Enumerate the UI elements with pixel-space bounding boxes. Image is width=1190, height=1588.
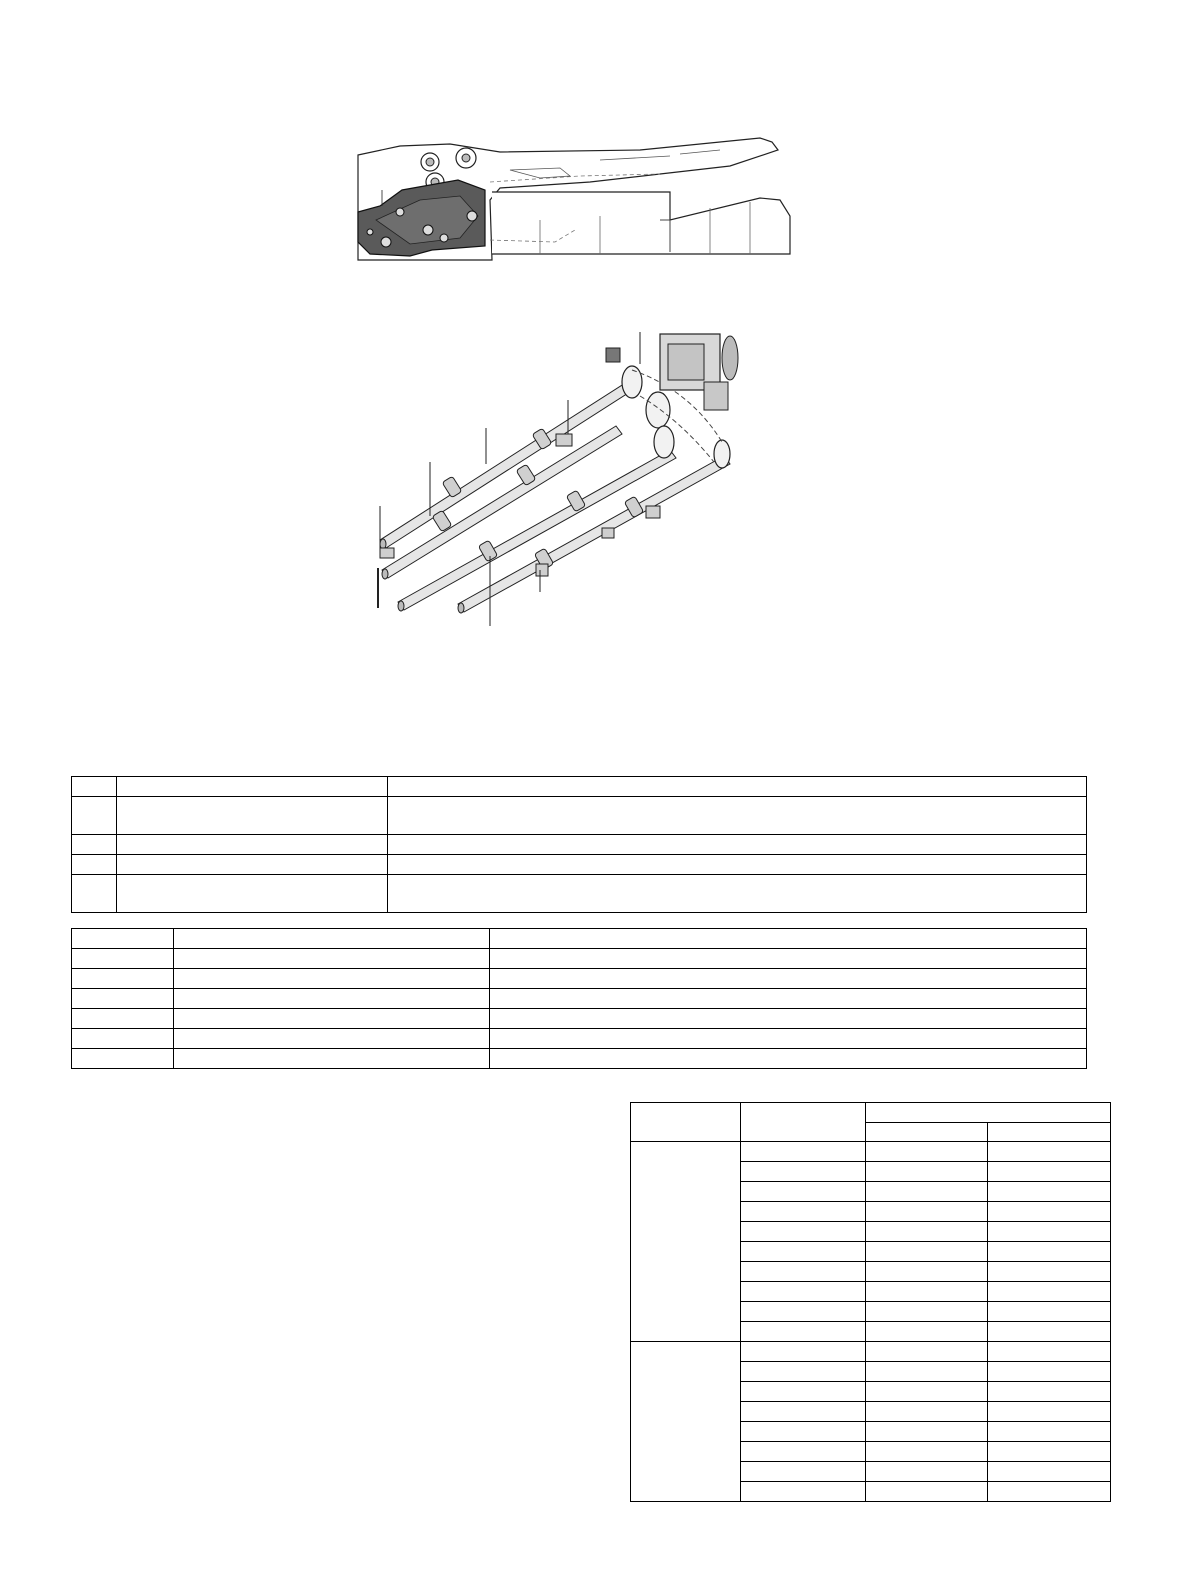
table-row	[72, 989, 1087, 1009]
table-cell	[988, 1462, 1111, 1482]
table-cell	[490, 1049, 1087, 1069]
table-cell	[866, 1123, 988, 1142]
table-row	[72, 835, 1087, 855]
table-cell	[741, 1262, 866, 1282]
table-cell	[988, 1123, 1111, 1142]
table-cell	[490, 949, 1087, 969]
table-cell	[741, 1482, 866, 1502]
table-cell	[72, 1029, 174, 1049]
table-cell	[388, 875, 1087, 913]
table-cell	[741, 1162, 866, 1182]
table-cell	[490, 929, 1087, 949]
table-cell	[988, 1362, 1111, 1382]
table-cell	[866, 1302, 988, 1322]
table-cell	[174, 1049, 490, 1069]
table-cell	[866, 1482, 988, 1502]
table-cell	[988, 1322, 1111, 1342]
table-cell	[988, 1482, 1111, 1502]
table-cell	[490, 1029, 1087, 1049]
table-cell	[741, 1202, 866, 1222]
table-cell	[988, 1402, 1111, 1422]
table-cell	[741, 1422, 866, 1442]
table-cell	[741, 1402, 866, 1422]
table-cell	[988, 1302, 1111, 1322]
table-cell	[866, 1103, 1111, 1123]
table-cell	[741, 1242, 866, 1262]
table-cell	[988, 1202, 1111, 1222]
table-cell	[988, 1222, 1111, 1242]
table-cell	[866, 1342, 988, 1362]
table-row	[72, 929, 1087, 949]
table-cell	[631, 1342, 741, 1502]
table-cell	[741, 1322, 866, 1342]
table-cell	[117, 835, 388, 855]
table-cell	[866, 1442, 988, 1462]
table-cell	[988, 1442, 1111, 1462]
table-row	[72, 1029, 1087, 1049]
table-cell	[866, 1222, 988, 1242]
table-cell	[866, 1202, 988, 1222]
table-row	[72, 875, 1087, 913]
table-cell	[741, 1103, 866, 1142]
table-cell	[388, 835, 1087, 855]
table-cell	[988, 1342, 1111, 1362]
table-cell	[866, 1162, 988, 1182]
table-cell	[72, 777, 117, 797]
table-cell	[490, 989, 1087, 1009]
table-cell	[866, 1462, 988, 1482]
table-row	[72, 777, 1087, 797]
table-row	[72, 969, 1087, 989]
table-c	[630, 1102, 1111, 1502]
table-cell	[741, 1222, 866, 1242]
document-feeder-side-view	[340, 130, 810, 270]
table-cell	[117, 875, 388, 913]
table-cell	[988, 1182, 1111, 1202]
table-cell	[866, 1142, 988, 1162]
table-cell	[741, 1342, 866, 1362]
table-cell	[988, 1422, 1111, 1442]
table-cell	[72, 797, 117, 835]
table-cell	[988, 1382, 1111, 1402]
table-cell	[741, 1182, 866, 1202]
table-row	[72, 949, 1087, 969]
table-cell	[117, 777, 388, 797]
table-cell	[388, 855, 1087, 875]
table-cell	[72, 1049, 174, 1069]
table-cell	[988, 1142, 1111, 1162]
table-a	[71, 776, 1087, 913]
table-cell	[174, 989, 490, 1009]
table-cell	[72, 875, 117, 913]
table-cell	[866, 1322, 988, 1342]
table-cell	[72, 929, 174, 949]
table-cell	[988, 1162, 1111, 1182]
table-row	[72, 1049, 1087, 1069]
table-cell	[174, 949, 490, 969]
table-cell	[174, 929, 490, 949]
table-cell	[741, 1442, 866, 1462]
table-cell	[490, 969, 1087, 989]
table-cell	[388, 797, 1087, 835]
table-cell	[72, 835, 117, 855]
table-cell	[174, 1009, 490, 1029]
table-cell	[117, 855, 388, 875]
drive-shaft-exploded-view	[350, 330, 770, 650]
table-cell	[174, 969, 490, 989]
table-cell	[741, 1302, 866, 1322]
table-row	[72, 1009, 1087, 1029]
table-cell	[866, 1402, 988, 1422]
table-cell	[117, 797, 388, 835]
table-cell	[741, 1382, 866, 1402]
table-cell	[72, 855, 117, 875]
table-cell	[988, 1262, 1111, 1282]
table-row	[72, 797, 1087, 835]
table-cell	[741, 1362, 866, 1382]
table-cell	[388, 777, 1087, 797]
table-row	[631, 1142, 1111, 1162]
table-cell	[72, 1009, 174, 1029]
table-row	[631, 1103, 1111, 1123]
table-cell	[866, 1382, 988, 1402]
table-cell	[866, 1422, 988, 1442]
table-cell	[72, 969, 174, 989]
table-cell	[741, 1282, 866, 1302]
table-cell	[866, 1182, 988, 1202]
table-cell	[866, 1282, 988, 1302]
table-cell	[866, 1362, 988, 1382]
table-cell	[866, 1242, 988, 1262]
table-row	[72, 855, 1087, 875]
table-row	[631, 1342, 1111, 1362]
table-cell	[631, 1142, 741, 1342]
table-cell	[174, 1029, 490, 1049]
table-cell	[988, 1282, 1111, 1302]
table-cell	[741, 1462, 866, 1482]
table-cell	[631, 1103, 741, 1142]
table-cell	[72, 989, 174, 1009]
table-cell	[490, 1009, 1087, 1029]
table-cell	[72, 949, 174, 969]
table-b	[71, 928, 1087, 1069]
table-cell	[988, 1242, 1111, 1262]
table-cell	[866, 1262, 988, 1282]
table-cell	[741, 1142, 866, 1162]
